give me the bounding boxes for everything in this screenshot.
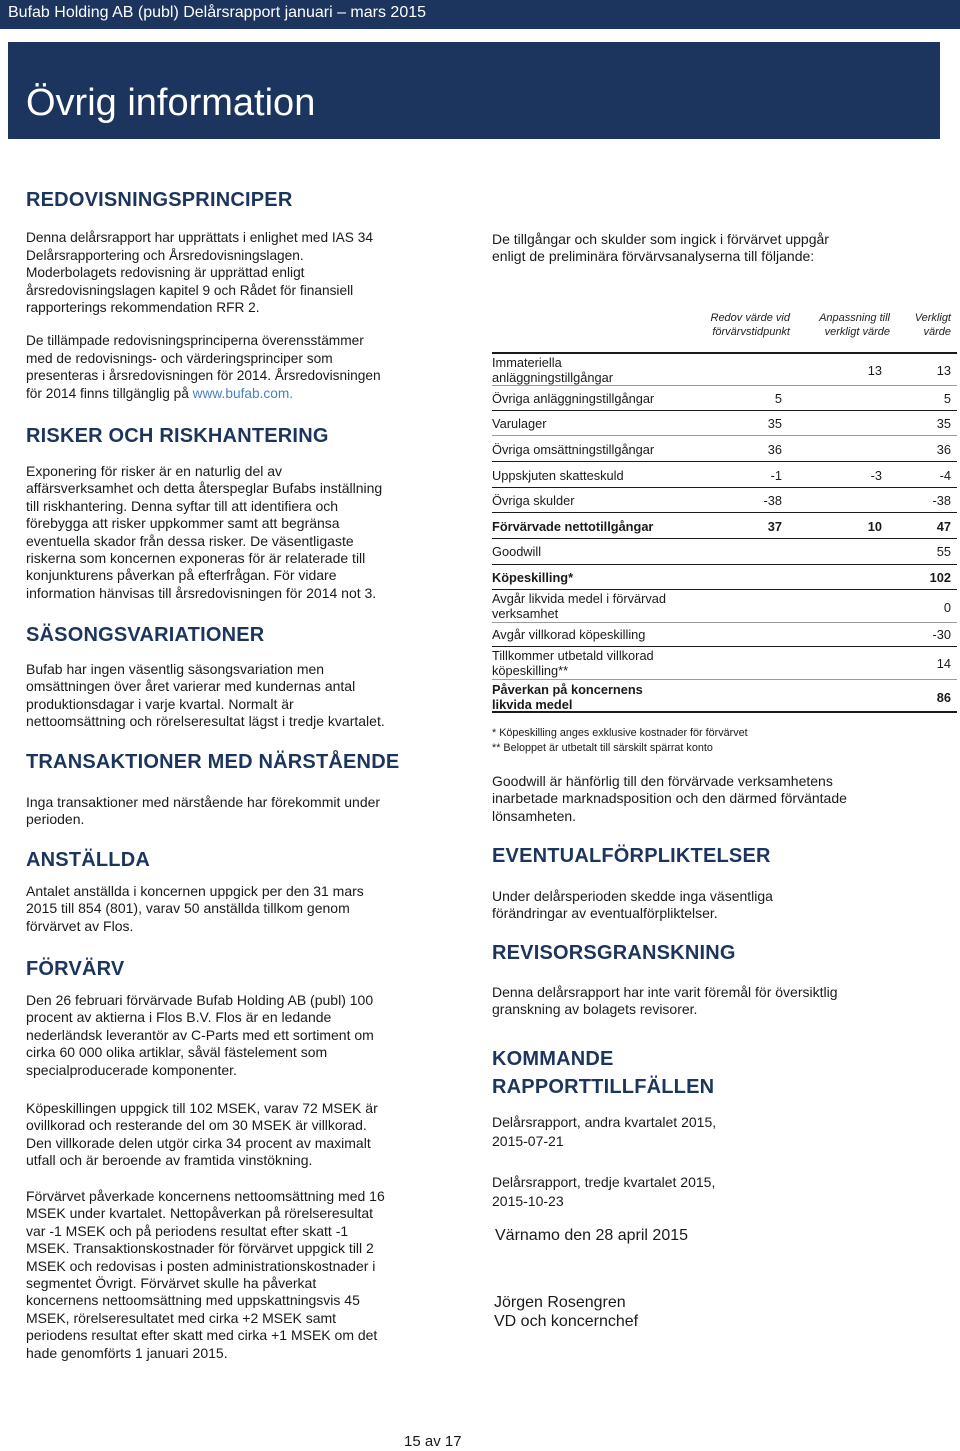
heading-sasongsvariationer: SÄSONGSVARIATIONER [26, 624, 265, 646]
anstallda-paragraph: Antalet anställda i koncernen uppgick per den 31 mars 2015 till 854 (801), varav 50 anställda tillkom genom förvärvet av Flos. [26, 883, 364, 934]
table-row: Påverkan på koncernens likvida medel 86 [492, 680, 957, 713]
goodwill-paragraph: Goodwill är hänförlig till den förvärvade verksamhetens inarbetade marknadsposition och den därmed förväntade lönsamheten. [492, 773, 847, 824]
heading-kommande-rapporttillfallen: KOMMANDE RAPPORTTILLFÄLLEN [492, 1048, 715, 1098]
table-row: Förvärvade nettotillgångar 37 10 47 [492, 513, 957, 539]
header-bar [0, 0, 960, 29]
table-row: Immateriella anläggningstillgångar 13 13 [492, 354, 957, 386]
redovisning-paragraph-2: De tillämpade redovisningsprinciperna överensstämmer med de redovisnings- och värderingsprinciper som presenteras i årsredovisningen för 2014. Årsredovisningen för 2014 finns tillgänglig på www.bufab.com. [26, 333, 381, 401]
heading-eventualforpliktelser: EVENTUALFÖRPLIKTELSER [492, 845, 771, 867]
acquisition-intro: De tillgångar och skulder som ingick i förvärvet uppgår enligt de preliminära förvärvsanalyserna till följande: [492, 231, 829, 265]
column-header-anpassning: Anpassning till verkligt värde [819, 312, 890, 338]
table-row: Övriga anläggningstillgångar 5 5 [492, 386, 957, 411]
sasong-paragraph: Bufab har ingen väsentlig säsongsvariation men omsättningen över året varierar med kundernas antal produktionsdagar i varje kvartal. Normalt är nettoomsättning och rörelseresultat lägst i tredje kvartalet. [26, 661, 385, 730]
heading-anstallda: ANSTÄLLDA [26, 849, 151, 871]
table-row: Uppskjuten skatteskuld -1 -3 -4 [492, 462, 957, 488]
transaktioner-paragraph: Inga transaktioner med närstående har förekommit under perioden. [26, 794, 381, 828]
table-footnotes: * Köpeskilling anges exklusive kostnader för förvärvet ** Beloppet är utbetalt till särskilt spärrat konto [492, 727, 748, 754]
risker-paragraph: Exponering för risker är en naturlig del av affärsverksamhet och detta återspeglar Bufabs inställning till riskhantering. Denna syftar till att identifiera och förebygga att risker uppkommer samt att begränsa eventuella skador från dessa risker. De väsentligaste riskerna som koncernen exponeras för är relaterade till konjunkturens påverkan på efterfrågan. För vidare information hänvisas till årsredovisningen för 2014 not 3. [26, 463, 383, 601]
table-row: Avgår villkorad köpeskilling -30 [492, 623, 957, 647]
table-row: Goodwill 55 [492, 539, 957, 565]
table-row: Köpeskilling* 102 [492, 565, 957, 590]
page-number: 15 av 17 [404, 1433, 462, 1450]
heading-redovisningsprinciper: REDOVISNINGSPRINCIPER [26, 189, 293, 211]
redovisning-paragraph-1: Denna delårsrapport har upprättats i enlighet med IAS 34 Delårsrapportering och Årsredovisningslagen. Moderbolagets redovisning är upprättad enligt årsredovisningslagen kapitel 9 och Rådet för finansiell rapporterings rekommendation RFR 2. [26, 230, 373, 316]
eventual-paragraph: Under delårsperioden skedde inga väsentliga förändringar av eventualförpliktelser. [492, 888, 773, 922]
heading-forvarv: FÖRVÄRV [26, 958, 125, 980]
forvarv-paragraph-2: Köpeskillingen uppgick till 102 MSEK, varav 72 MSEK är ovillkorad och resterande del om 30 MSEK är villkorad. Den villkorade delen utgör cirka 34 procent av maximalt utfall och är beroende av framtida vinstökning. [26, 1100, 378, 1169]
place-and-date: Värnamo den 28 april 2015 [495, 1227, 689, 1244]
banner-title: Övrig information [26, 82, 316, 124]
bufab-website-link[interactable]: www.bufab.com [192, 385, 290, 401]
signature: Jörgen Rosengren VD och koncernchef [494, 1294, 639, 1330]
forvarv-paragraph-3: Förvärvet påverkade koncernens nettoomsättning med 16 MSEK under kvartalet. Nettopåverkan på rörelseresultat var -1 MSEK och på periodens resultat efter skatt -1 MSEK. Transaktionskostnader för förvärvet uppgick till 2 MSEK och redovisas i posten administrationskostnader i segmentet Övrigt. Förvärvet skulle ha påverkat koncernens nettoomsättning med uppskattningsvis 45 MSEK, rörelseresultatet med cirka +2 MSEK samt periodens resultat efter skatt med cirka +1 MSEK om det hade genomförts 1 januari 2015. [26, 1188, 385, 1361]
forvarv-paragraph-1: Den 26 februari förvärvade Bufab Holding AB (publ) 100 procent av aktierna i Flos B.V. Flos är en ledande nederländsk leverantör av C-Parts med ett sortiment om cirka 60 000 olika artiklar, såväl fästelement som specialproducerade komponenter. [26, 992, 374, 1078]
table-row: Avgår likvida medel i förvärvad verksamhet 0 [492, 590, 957, 623]
heading-risker: RISKER OCH RISKHANTERING [26, 425, 329, 447]
section-banner [8, 42, 940, 139]
table-row: Övriga skulder -38 -38 [492, 488, 957, 513]
table-row: Övriga omsättningstillgångar 36 36 [492, 436, 957, 462]
table-row: Tillkommer utbetald villkorad köpeskilling** 14 [492, 647, 957, 680]
report-date-q3: Delårsrapport, tredje kvartalet 2015, 2015-10-23 [492, 1174, 716, 1209]
column-header-redov-varde: Redov värde vid förvärvstidpunkt [710, 312, 790, 338]
heading-transaktioner: TRANSAKTIONER MED NÄRSTÅENDE [26, 751, 400, 773]
revisor-paragraph: Denna delårsrapport har inte varit föremål för översiktlig granskning av bolagets revisorer. [492, 984, 838, 1018]
report-date-q2: Delårsrapport, andra kvartalet 2015, 2015-07-21 [492, 1114, 717, 1149]
heading-revisorsgranskning: REVISORSGRANSKNING [492, 942, 736, 964]
table-row: Varulager 35 35 [492, 411, 957, 436]
document-title: Bufab Holding AB (publ) Delårsrapport januari – mars 2015 [8, 4, 427, 21]
column-header-verkligt-varde: Verkligt värde [914, 312, 951, 338]
